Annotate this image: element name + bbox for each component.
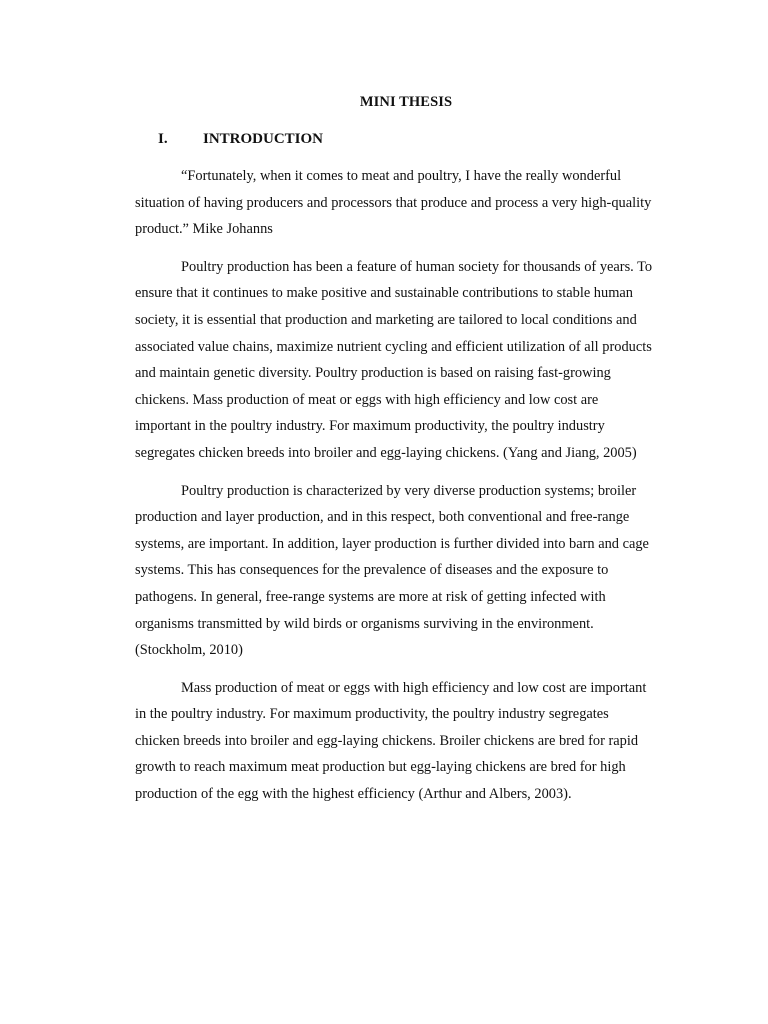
text-line: segregates chicken breeds into broiler and egg-laying chickens. (Yang and Jiang, 2005) xyxy=(135,444,637,461)
text-line: important in the poultry industry. For maximum productivity, the poultry industry xyxy=(135,418,605,435)
section-heading xyxy=(158,129,323,149)
text-line: pathogens. In general, free-range systems are more at risk of getting infected with xyxy=(135,588,606,605)
text-line: growth to reach maximum meat production but egg-laying chickens are bred for high xyxy=(135,759,626,776)
document-body xyxy=(135,163,680,819)
section-title: INTRODUCTION xyxy=(203,131,324,147)
text-line: situation of having producers and processors that produce and process a very high-quality xyxy=(135,194,652,211)
text-line: Poultry production is characterized by very diverse production systems; broiler xyxy=(181,482,637,499)
text-line: “Fortunately, when it comes to meat and poultry, I have the really wonderful xyxy=(181,168,622,184)
document-title: MINI THESIS xyxy=(359,94,453,110)
text-line: organisms transmitted by wild birds or organisms surviving in the environment. xyxy=(135,615,594,632)
text-line: in the poultry industry. For maximum productivity, the poultry industry segregates xyxy=(135,706,609,723)
text-line: and maintain genetic diversity. Poultry production is based on raising fast-growing xyxy=(135,365,611,382)
text-line: society, it is essential that production and marketing are tailored to local conditions and xyxy=(135,311,637,328)
text-line: chickens. Mass production of meat or eggs with high efficiency and low cost are xyxy=(135,391,599,408)
text-line: Poultry production has been a feature of human society for thousands of years. To xyxy=(181,258,653,275)
text-line: production of the egg with the highest efficiency (Arthur and Albers, 2003). xyxy=(135,786,572,803)
text-line: ensure that it continues to make positive and sustainable contributions to stable human xyxy=(135,285,633,302)
text-line: product.” Mike Johanns xyxy=(135,221,273,238)
paragraph xyxy=(135,478,680,664)
paragraph-quote xyxy=(135,163,680,243)
paragraph xyxy=(135,675,680,808)
text-line: associated value chains, maximize nutrient cycling and efficient utilization of all products xyxy=(135,338,652,355)
section-number: I. xyxy=(158,131,168,147)
text-line: (Stockholm, 2010) xyxy=(135,642,243,659)
text-line: systems. This has consequences for the prevalence of diseases and the exposure to xyxy=(135,562,609,579)
text-line: production and layer production, and in this respect, both conventional and free-range xyxy=(135,509,630,526)
text-line: systems, are important. In addition, layer production is further divided into barn and cage xyxy=(135,535,649,552)
paragraph xyxy=(135,254,680,467)
text-line: chicken breeds into broiler and egg-laying chickens. Broiler chickens are bred for rapid xyxy=(135,732,639,749)
text-line: Mass production of meat or eggs with high efficiency and low cost are important xyxy=(181,679,647,696)
